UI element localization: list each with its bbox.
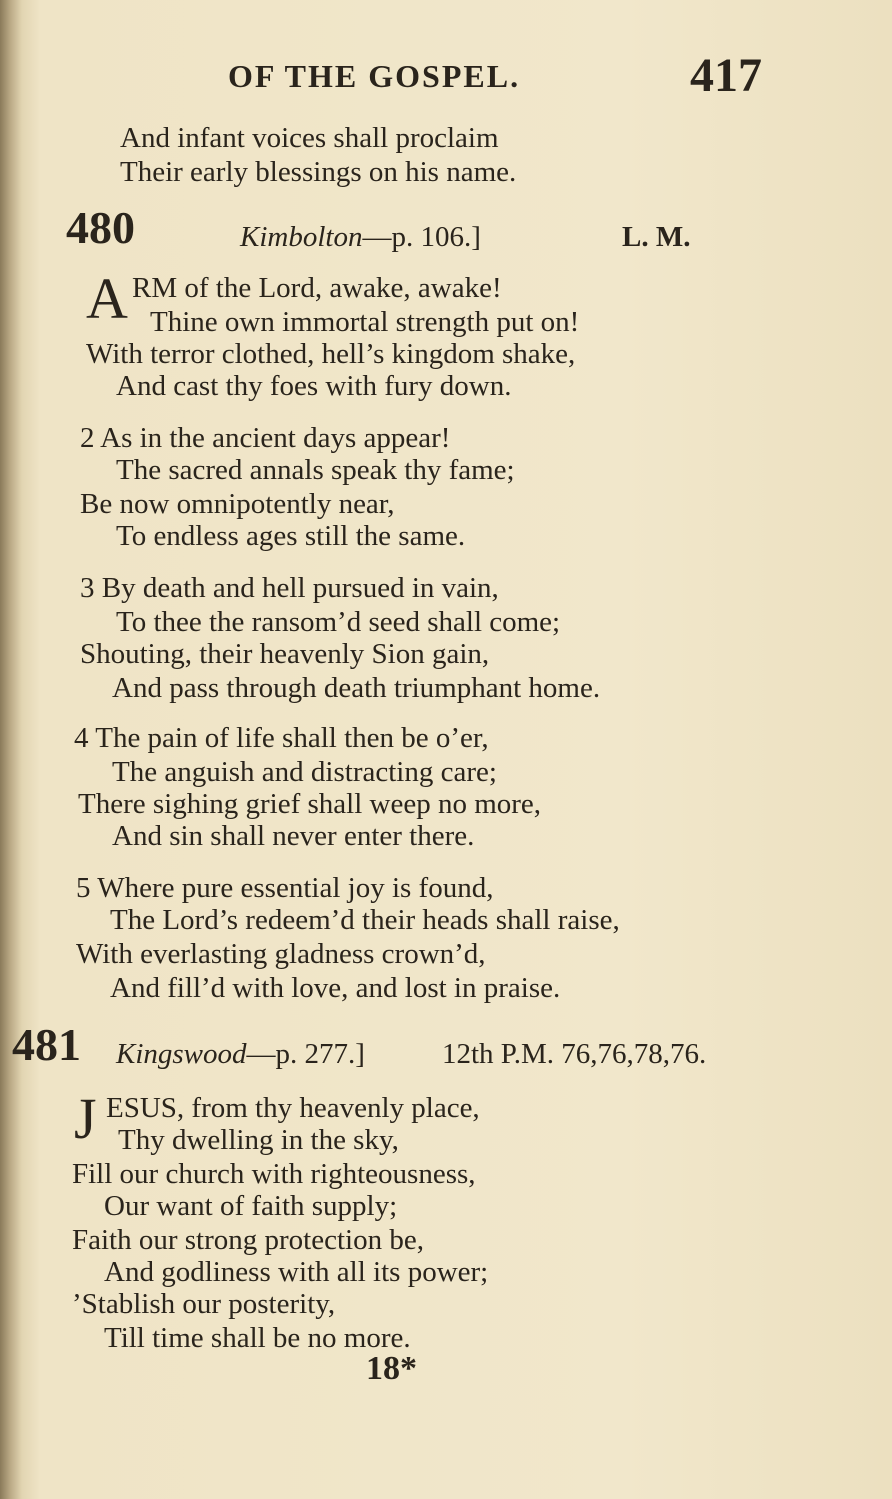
page-number: 417 xyxy=(690,49,762,102)
verse-line: 5 Where pure essential joy is found, xyxy=(76,872,494,904)
verse-line: And pass through death triumphant home. xyxy=(112,672,601,704)
tune-reference xyxy=(116,1040,365,1069)
verse-line: There sighing grief shall weep no more, xyxy=(78,788,542,820)
verse-line: With terror clothed, hell’s kingdom shake, xyxy=(86,338,576,370)
signature-mark: 18* xyxy=(366,1350,417,1387)
verse-line: To endless ages still the same. xyxy=(116,520,466,552)
verse-line: Fill our church with righteousness, xyxy=(72,1158,476,1190)
meter: 12th P.M. 76,76,78,76. xyxy=(442,1038,707,1070)
verse-line: Shouting, their heavenly Sion gain, xyxy=(80,638,490,670)
intro-line: Their early blessings on his name. xyxy=(120,156,517,188)
verse-line: The sacred annals speak thy fame; xyxy=(116,454,515,486)
verse-line: 4 The pain of life shall then be o’er, xyxy=(74,722,489,754)
verse-line: Be now omnipotently near, xyxy=(80,488,395,520)
verse-line: ’Stablish our posterity, xyxy=(72,1288,336,1320)
drop-capital: A xyxy=(86,266,128,331)
running-title: OF THE GOSPEL. xyxy=(228,58,521,94)
verse-line: 2 As in the ancient days appear! xyxy=(80,422,451,454)
verse-line: Faith our strong protection be, xyxy=(72,1224,424,1256)
hymn-number: 481 xyxy=(12,1019,81,1070)
verse-line: The anguish and distracting care; xyxy=(112,756,497,788)
verse-line: 3 By death and hell pursued in vain, xyxy=(80,572,499,604)
tune-page: —p. 106.] xyxy=(362,221,481,253)
verse-line: Our want of faith supply; xyxy=(104,1190,398,1222)
verse-line: RM of the Lord, awake, awake! xyxy=(132,272,502,304)
verse-line: And cast thy foes with fury down. xyxy=(116,370,512,402)
hymn-number: 480 xyxy=(66,202,135,253)
verse-line: With everlasting gladness crown’d, xyxy=(76,938,486,970)
verse-line: Thy dwelling in the sky, xyxy=(118,1124,399,1156)
verse-line: Till time shall be no more. xyxy=(104,1322,411,1354)
meter: L. M. xyxy=(622,221,691,253)
verse-line: ESUS, from thy heavenly place, xyxy=(106,1092,480,1124)
verse-line: And sin shall never enter there. xyxy=(112,820,475,852)
drop-capital: J xyxy=(74,1086,97,1151)
verse-line: And godliness with all its power; xyxy=(104,1256,489,1288)
verse-line: To thee the ransom’d seed shall come; xyxy=(116,606,561,638)
tune-page: —p. 277.] xyxy=(246,1038,365,1070)
verse-line: The Lord’s redeem’d their heads shall raise, xyxy=(110,904,620,936)
verse-line: Thine own immortal strength put on! xyxy=(150,306,580,338)
tune-name: Kimbolton xyxy=(240,221,363,253)
intro-line: And infant voices shall proclaim xyxy=(120,122,499,154)
verse-line: And fill’d with love, and lost in praise. xyxy=(110,972,561,1004)
tune-name: Kingswood xyxy=(116,1038,247,1070)
tune-reference xyxy=(240,223,481,252)
